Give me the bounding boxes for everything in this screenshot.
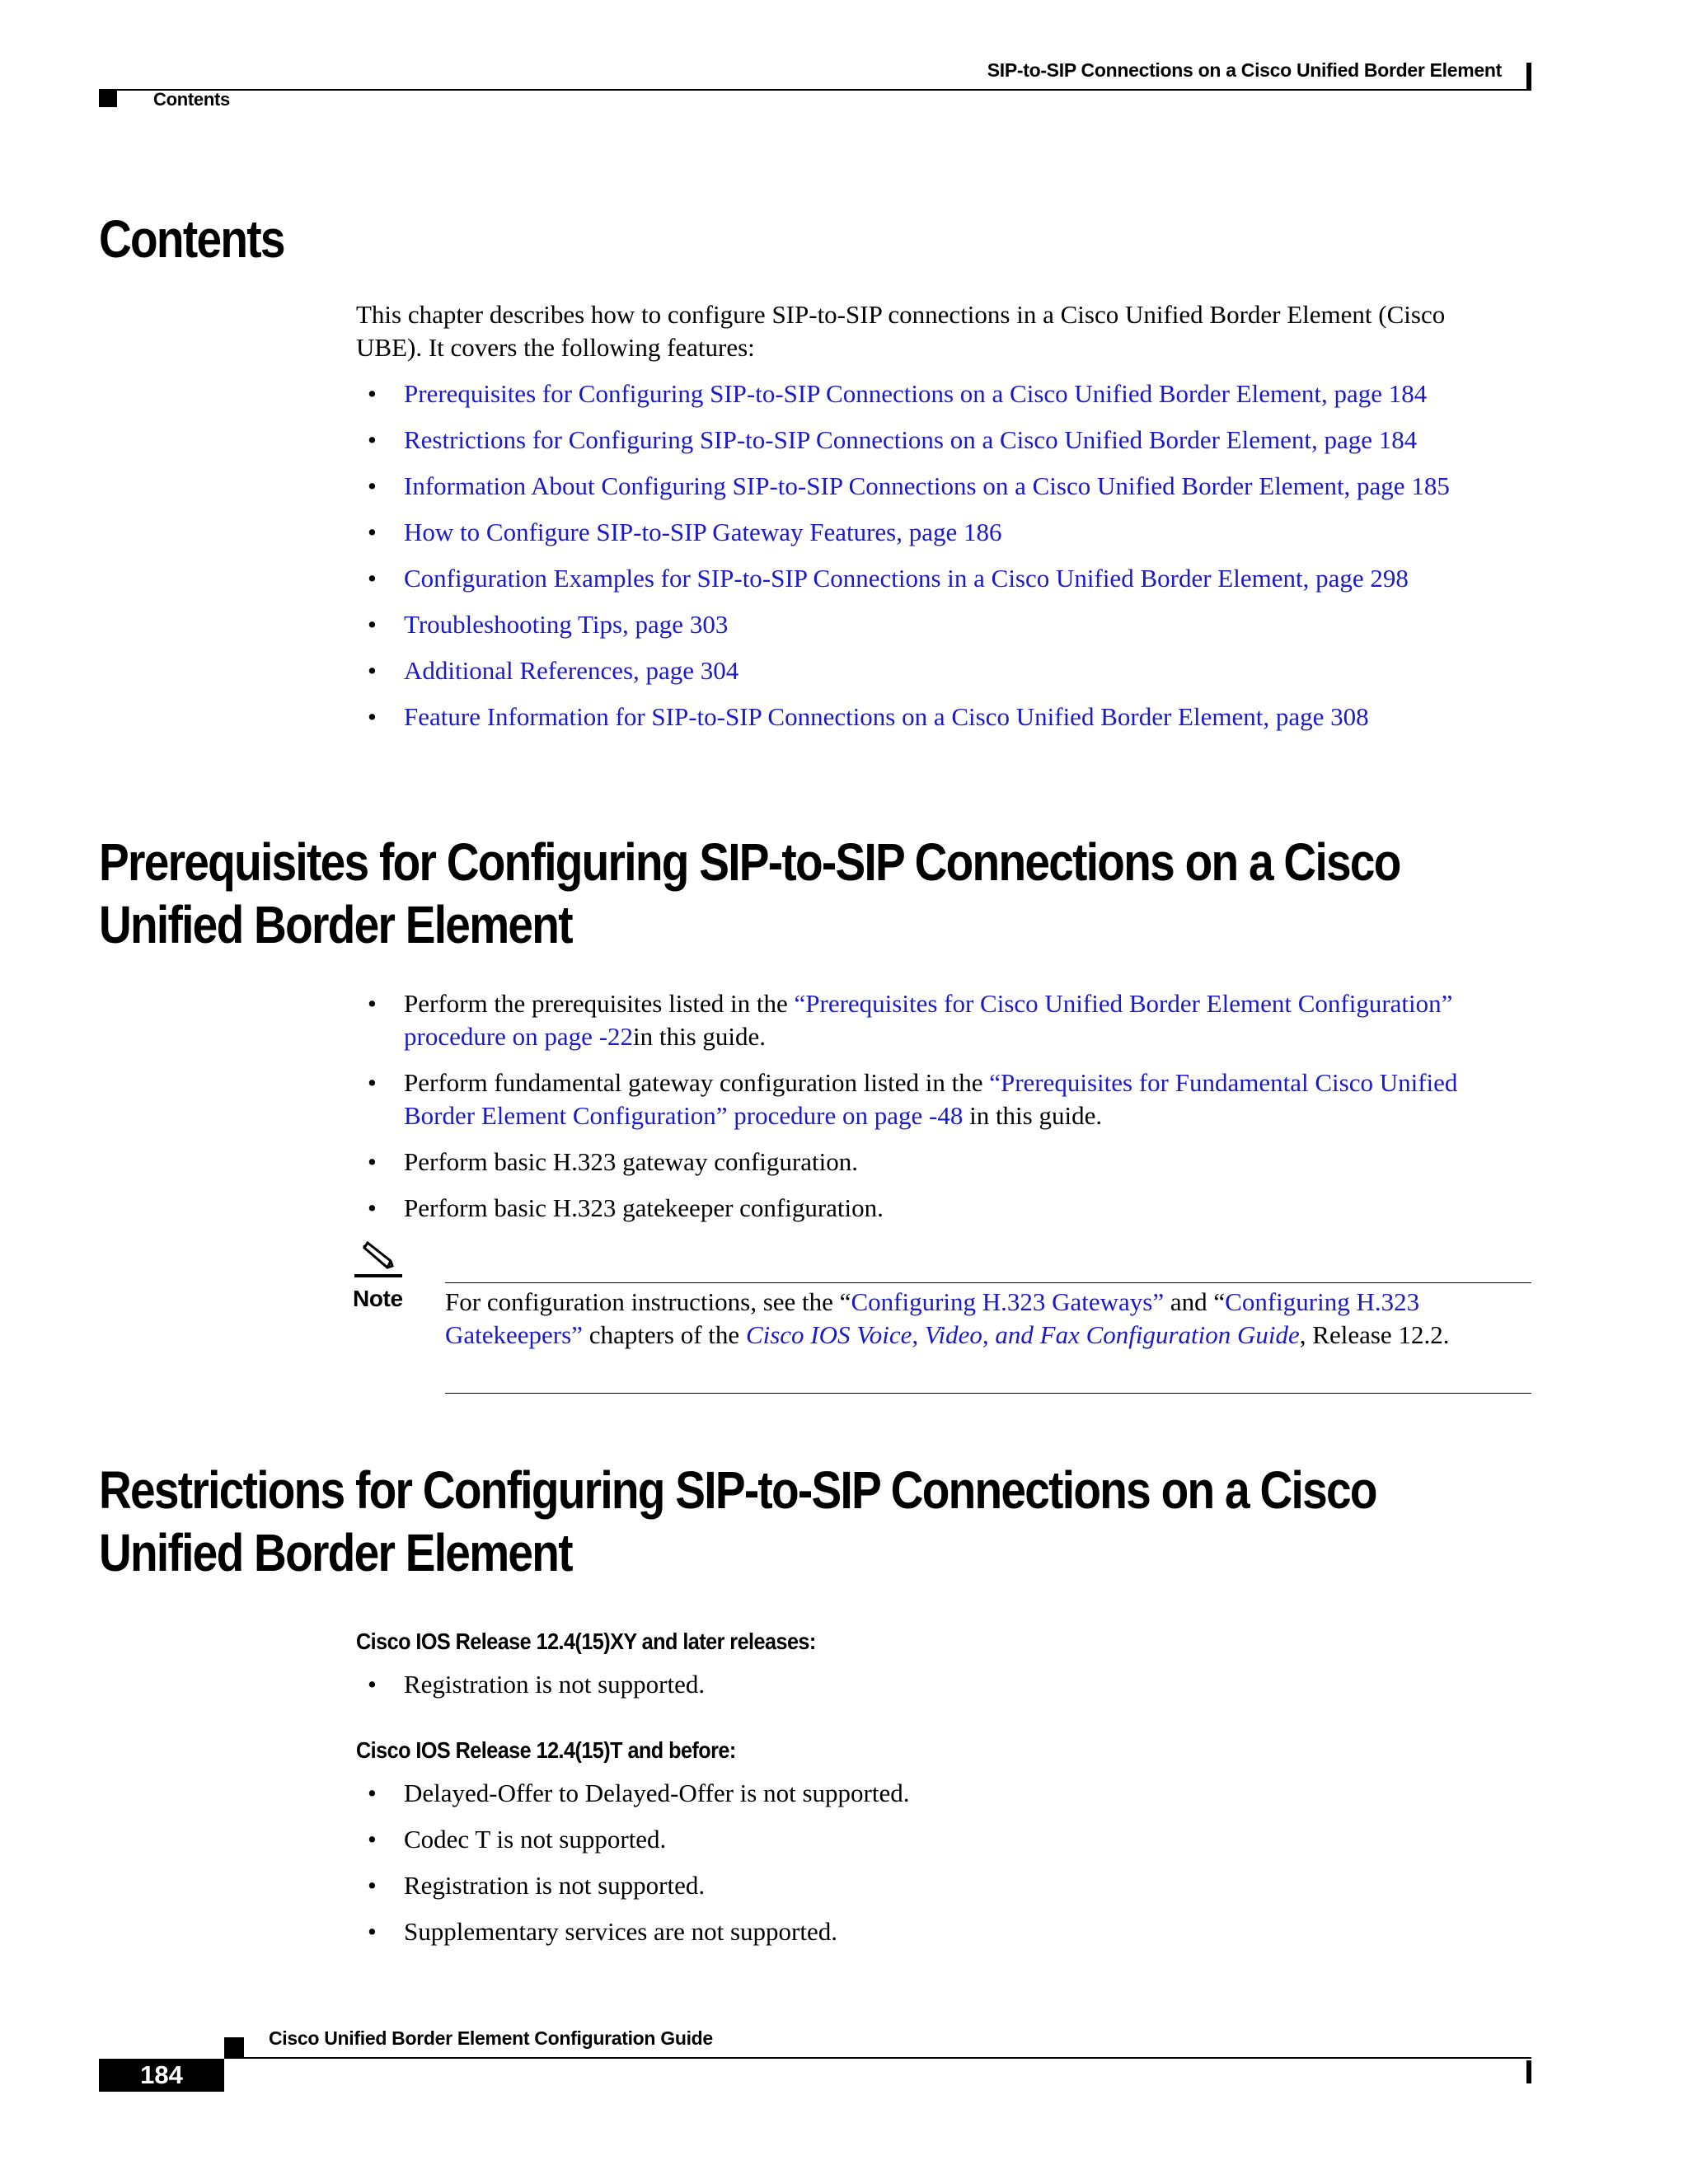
restriction-text: Delayed-Offer to Delayed-Offer is not supported.: [404, 1779, 910, 1807]
note-text-part: chapters of the: [582, 1320, 746, 1349]
prereq-text: Perform basic H.323 gateway configuration.: [404, 1147, 858, 1176]
bullet-icon: •: [368, 1670, 377, 1699]
contents-link[interactable]: Configuration Examples for SIP-to-SIP Connections in a Cisco Unified Border Element, page 298: [404, 564, 1409, 593]
note-text: [445, 1286, 1531, 1352]
running-title: SIP-to-SIP Connections on a Cisco Unified Border Element: [987, 59, 1502, 81]
restriction-text: Supplementary services are not supported.: [404, 1917, 837, 1946]
prereq-text: Perform fundamental gateway configuration listed in the: [404, 1068, 990, 1097]
prereq-text: Perform the prerequisites listed in the: [404, 989, 795, 1018]
prerequisite-item: [356, 1066, 1525, 1132]
bullet-icon: •: [368, 1068, 377, 1097]
note-top-rule: [445, 1282, 1531, 1283]
footer-rule-end: [1526, 2060, 1531, 2083]
bullet-icon: •: [368, 656, 377, 685]
note-bottom-rule: [445, 1393, 1531, 1394]
prerequisites-heading-line1: Prerequisites for Configuring SIP-to-SIP Connections on a Cisco: [99, 832, 1400, 892]
footer-square-icon: [224, 2037, 244, 2057]
contents-link[interactable]: Feature Information for SIP-to-SIP Connections on a Cisco Unified Border Element, page 308: [404, 702, 1369, 731]
prereq-text-after: in this guide.: [963, 1101, 1103, 1130]
contents-link[interactable]: Information About Configuring SIP-to-SIP Connections on a Cisco Unified Border Element, page 185: [404, 471, 1450, 500]
contents-intro: This chapter describes how to configure SIP-to-SIP connections in a Cisco Unified Border Element (Cisco UBE). It covers the following features:: [356, 300, 1446, 362]
bullet-icon: •: [368, 702, 377, 731]
contents-item[interactable]: [356, 654, 1543, 687]
bullet-icon: •: [368, 471, 377, 500]
prerequisite-item: [356, 1146, 1526, 1179]
restriction-item: [356, 1777, 1543, 1810]
note-link-gatekeepers[interactable]: Configuring H.323 Gatekeepers”: [445, 1287, 1420, 1349]
contents-item[interactable]: [356, 701, 1543, 733]
restriction-item: [356, 1869, 1543, 1902]
pencil-note-icon: [353, 1241, 406, 1279]
bullet-icon: •: [368, 379, 377, 408]
contents-link[interactable]: Prerequisites for Configuring SIP-to-SIP Connections on a Cisco Unified Border Element, page 184: [404, 379, 1428, 408]
prerequisites-heading: [99, 831, 1552, 956]
restrictions-group1-list: [356, 1668, 1543, 1714]
restriction-text: Registration is not supported.: [404, 1871, 706, 1900]
page-number: 184: [99, 2059, 224, 2092]
header-rule: [99, 89, 1531, 91]
prereq-link[interactable]: “Prerequisites for Fundamental Cisco Unified Border Element Configuration” procedure on page -48: [404, 1068, 1458, 1130]
contents-link[interactable]: Additional References, page 304: [404, 656, 739, 685]
bullet-icon: •: [368, 1779, 377, 1807]
bullet-icon: •: [368, 1825, 377, 1854]
note-text-part: For configuration instructions, see the “: [445, 1287, 851, 1316]
prereq-link[interactable]: “Prerequisites for Cisco Unified Border Element Configuration” procedure on page -22: [404, 989, 1453, 1051]
header-square-icon: [99, 89, 117, 107]
contents-list: [356, 377, 1543, 747]
footer-rule: [224, 2057, 1531, 2059]
contents-item[interactable]: [356, 608, 1543, 641]
footer-guide-title: Cisco Unified Border Element Configuration Guide: [269, 2027, 713, 2049]
contents-item[interactable]: [356, 377, 1543, 410]
contents-link[interactable]: How to Configure SIP-to-SIP Gateway Features, page 186: [404, 518, 1002, 546]
prerequisites-heading-line2: Unified Border Element: [99, 895, 572, 954]
bullet-icon: •: [368, 610, 377, 639]
restriction-item: [356, 1823, 1543, 1856]
contents-link[interactable]: Troubleshooting Tips, page 303: [404, 610, 729, 639]
contents-link[interactable]: Restrictions for Configuring SIP-to-SIP Connections on a Cisco Unified Border Element, page 184: [404, 425, 1418, 454]
prerequisite-item: [356, 987, 1500, 1053]
restrictions-group2-list: [356, 1777, 1543, 1961]
bullet-icon: •: [368, 1871, 377, 1900]
note-link-guide[interactable]: Cisco IOS Voice, Video, and Fax Configuration Guide: [745, 1320, 1300, 1349]
bullet-icon: •: [368, 1193, 377, 1222]
bullet-icon: •: [368, 518, 377, 546]
bullet-icon: •: [368, 1147, 377, 1176]
header-rule-end: [1526, 63, 1531, 91]
prereq-text-after: in this guide.: [633, 1022, 767, 1051]
note-link-gateways[interactable]: Configuring H.323 Gateways”: [851, 1287, 1165, 1316]
prerequisites-list: [356, 987, 1526, 1238]
contents-item[interactable]: [356, 470, 1525, 503]
restriction-item: [356, 1668, 1543, 1701]
prerequisite-item: [356, 1192, 1526, 1225]
prereq-text: Perform basic H.323 gatekeeper configuration.: [404, 1193, 884, 1222]
restrictions-heading-line1: Restrictions for Configuring SIP-to-SIP Connections on a Cisco: [99, 1460, 1376, 1520]
note-text-part: , Release 12.2.: [1299, 1320, 1450, 1349]
restriction-text: Registration is not supported.: [404, 1670, 706, 1699]
restriction-text: Codec T is not supported.: [404, 1825, 667, 1854]
restrictions-heading-line2: Unified Border Element: [99, 1523, 572, 1582]
restrictions-group2-title: Cisco IOS Release 12.4(15)T and before:: [356, 1737, 736, 1763]
restrictions-group1-title: Cisco IOS Release 12.4(15)XY and later releases:: [356, 1629, 816, 1654]
contents-item[interactable]: [356, 516, 1543, 549]
contents-item[interactable]: [356, 424, 1543, 457]
note-label: Note: [353, 1286, 403, 1311]
bullet-icon: •: [368, 564, 377, 593]
bullet-icon: •: [368, 1917, 377, 1946]
running-section: Contents: [153, 89, 230, 110]
note-text-part: and “: [1164, 1287, 1226, 1316]
restrictions-heading: [99, 1459, 1552, 1584]
contents-item[interactable]: [356, 562, 1543, 595]
restriction-item: [356, 1915, 1543, 1948]
bullet-icon: •: [368, 425, 377, 454]
bullet-icon: •: [368, 989, 377, 1018]
contents-heading: Contents: [99, 209, 284, 269]
